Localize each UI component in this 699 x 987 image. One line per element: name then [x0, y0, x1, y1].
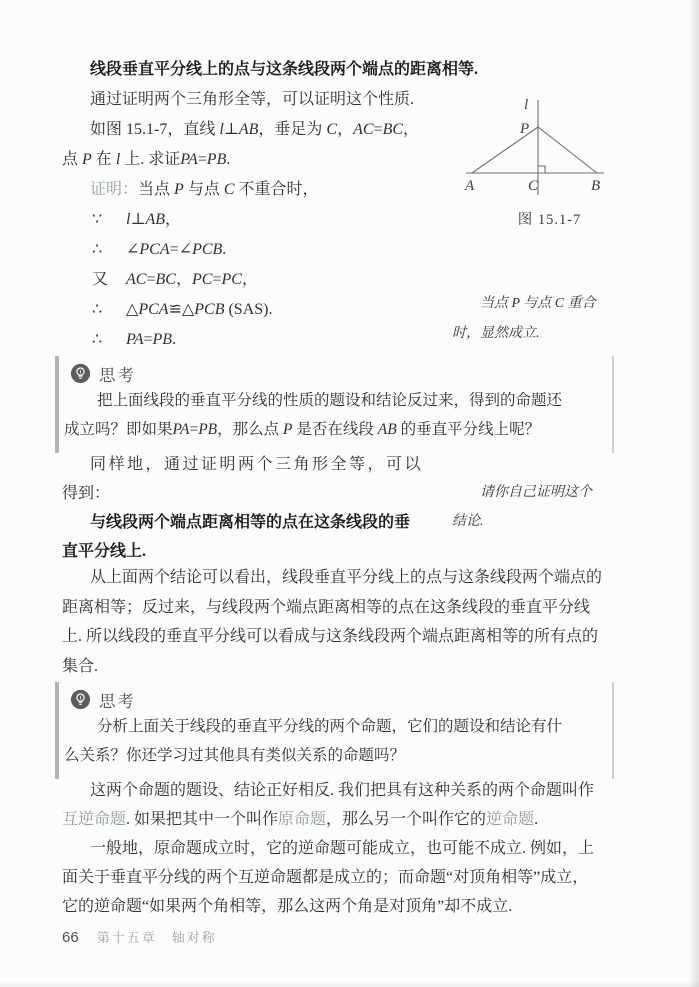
margin-note-prove-yourself: [452, 478, 632, 536]
edge-pb: [538, 127, 597, 173]
paragraph-summary: [62, 563, 618, 681]
figure-caption: 图 15.1-7: [517, 212, 582, 228]
para-line: 从上面两个结论可以看出，线段垂直平分线上的点与这条线段两个端点的: [90, 569, 603, 586]
margin-note-line: 请你自己证明这个: [480, 485, 592, 500]
lightbulb-icon: [70, 363, 91, 384]
proof-step-content: AC=BC，PC=PC，: [126, 271, 258, 288]
page-number: 66: [62, 929, 79, 946]
think1-line-1: 把上面线段的垂直平分线的性质的题设和结论反过来，得到的命题还: [97, 392, 563, 409]
think-title: 思考: [99, 691, 136, 711]
line-label-l: l: [524, 97, 529, 113]
proof-step-content: ∠PCA=∠PCB.: [126, 241, 227, 258]
think-header: [59, 360, 612, 387]
margin-note-line: 结论.: [452, 514, 484, 529]
think-box-1: [55, 356, 614, 453]
para-line: 同样地，通过证明两个三角形全等，可以: [90, 456, 424, 473]
converse-statement-line: 与线段两个端点距离相等的点在这条线段的垂: [90, 514, 411, 531]
converse-statement-line: 直平分线上.: [62, 543, 147, 560]
point-label-p: P: [520, 121, 530, 137]
therefore-symbol: ∴: [92, 331, 103, 348]
para-line: 上. 所以线段的垂直平分线可以看成与这条线段两个端点距离相等的所有点的: [62, 628, 599, 645]
lightbulb-icon: [70, 689, 91, 710]
proof-step-4: [62, 295, 482, 325]
intro-line-3: 如图 15.1-7，直线 l⊥AB，垂足为 C，AC=BC，: [90, 121, 420, 138]
think2-line-2: 么关系？你还学习过其他具有类似关系的命题吗？: [64, 746, 406, 764]
proof-step-2: [62, 235, 482, 265]
paragraph-inverse-propositions: [62, 776, 618, 921]
because-symbol: ∵: [92, 211, 103, 228]
para-line: 它的逆命题“如果两个角相等，那么这两个角是对顶角”却不成立.: [62, 898, 513, 915]
therefore-symbol: ∴: [92, 241, 103, 258]
paragraph-similarly: [62, 450, 472, 566]
point-label-c: C: [528, 178, 539, 194]
triangle-diagram-svg: [452, 92, 647, 197]
para-line: 距离相等；反过来，与线段两个端点距离相等的点在这条线段的垂直平分线: [62, 598, 591, 616]
also-marker: 又: [92, 271, 109, 288]
chapter-title: 第十五章 轴对称: [96, 930, 217, 945]
para-line: 一般地，原命题成立时，它的逆命题可能成立，也可能不成立. 例如，上: [90, 840, 595, 857]
para-line-keyterms: 互逆命题. 如果把其中一个叫作原命题，那么另一个叫作它的逆命题.: [62, 811, 539, 828]
think-title: 思考: [99, 365, 136, 385]
margin-note-line: 当点 P 与点 C 重合: [480, 296, 596, 311]
point-label-a: A: [465, 178, 475, 194]
margin-note-coincide: [452, 289, 652, 349]
para-line: 得到：: [62, 485, 111, 502]
proof-step-content: △PCA≌△PCB (SAS).: [126, 301, 273, 318]
figure-15-1-7: [452, 92, 647, 229]
proof-step-content: PA=PB.: [126, 331, 177, 348]
think-header: [59, 686, 612, 713]
proof-step-3: [62, 265, 482, 295]
think-box-2: [55, 682, 614, 779]
proof-step-1: [62, 205, 482, 235]
page-footer: [62, 927, 217, 946]
point-label-b: B: [591, 178, 601, 194]
para-line: 面关于垂直平分线的两个互逆命题都是成立的；而命题“对顶角相等”成立，: [62, 869, 589, 886]
think1-line-2: 成立吗？即如果PA=PB，那么点 P 是否在线段 AB 的垂直平分线上呢？: [64, 420, 541, 438]
para-line: 这两个命题的题设、结论正好相反. 我们把具有这种关系的两个命题叫作: [90, 782, 595, 799]
margin-note-line: 时，显然成立.: [452, 326, 540, 341]
intro-line-4: 点 P 在 l 上. 求证PA=PB.: [62, 151, 231, 168]
proof-step-5: [62, 325, 482, 355]
proof-step-content: l⊥AB，: [126, 211, 182, 228]
therefore-symbol: ∴: [92, 301, 103, 318]
para-line: 集合.: [62, 657, 99, 675]
intro-and-proof-column: [62, 55, 482, 355]
right-angle-mark: [538, 166, 545, 173]
proof-header: 证明：当点 P 与点 C 不重合时，: [90, 181, 319, 198]
think2-line-1: 分析上面关于线段的垂直平分线的两个命题，它们的题设和结论有什: [97, 718, 563, 735]
intro-line-2: 通过证明两个三角形全等，可以证明这个性质.: [90, 91, 415, 108]
property-statement: 线段垂直平分线上的点与这条线段两个端点的距离相等.: [90, 61, 479, 78]
